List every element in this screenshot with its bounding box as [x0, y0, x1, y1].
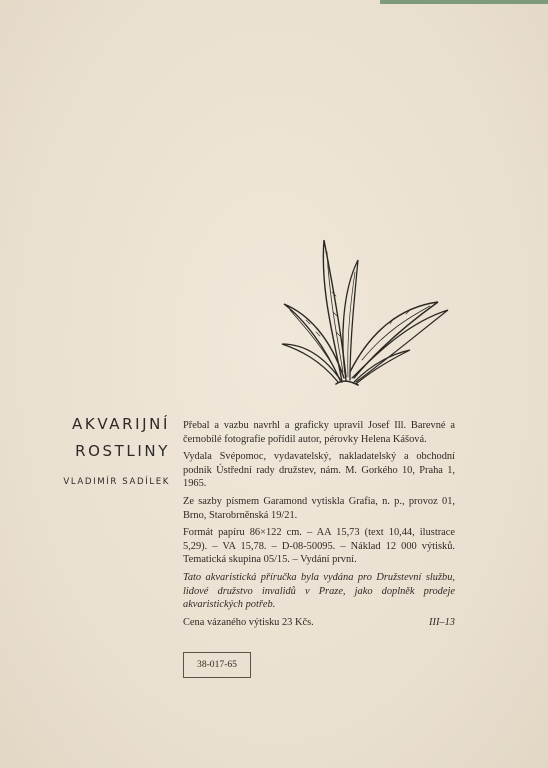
book-author: VLADIMÍR SADÍLEK [63, 477, 170, 487]
imprint-paragraph: Ze sazby písmem Garamond vytiskla Grafia, n. p., provoz 01, Brno, Starobrněnská 19/21. [183, 495, 455, 521]
catalog-number-box: 38-017-65 [183, 652, 251, 678]
title-block [30, 414, 170, 487]
imprint-text [183, 419, 455, 629]
imprint-paragraph: Přebal a vazbu navrhl a graficky upravil Josef Ill. Barevné a černobílé fotografie pořídil autor, pérovky Helena Kášová. [183, 420, 455, 445]
imprint-italic-note: Tato akvaristická příručka byla vydána pro Družstevní službu, lidové družstvo invalidů v Praze, jako doplněk prodeje akvaristických potřeb. [183, 571, 455, 611]
book-title-line-1: AKVARIJNÍ [72, 415, 170, 433]
book-title-line-2: ROSTLINY [75, 442, 170, 460]
price-row [183, 616, 455, 630]
price-code: III–13 [429, 616, 455, 628]
imprint-paragraph: Formát papíru 86×122 cm. – AA 15,73 (text 10,44, ilustrace 5,29). – VA 15,78. – D-08-50095. – Náklad 12 000 výtisků. Tematická skupina 05/15. – Vydání první. [183, 527, 455, 566]
imprint-paragraph: Vydala Svépomoc, vydavatelský, nakladatelský a obchodní podnik Ústřední rady družstev, nám. M. Gorkého 10, Praha 1, 1965. [183, 451, 455, 490]
cover-edge-strip [380, 0, 548, 4]
aquatic-plant-icon [280, 232, 450, 388]
price-text: Cena vázaného výtisku 23 Kčs. [183, 616, 314, 628]
